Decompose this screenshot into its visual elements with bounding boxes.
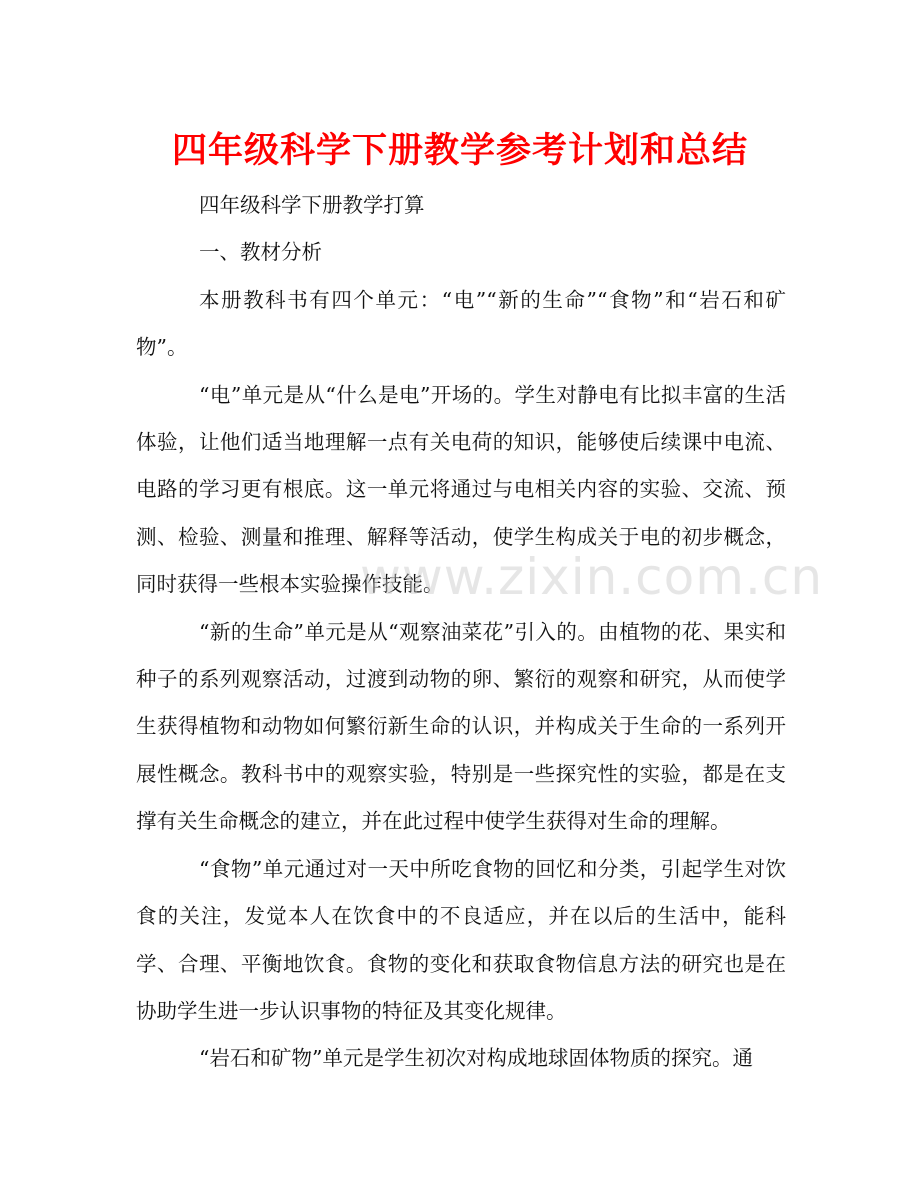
document-title: 四年级科学下册教学参考计划和总结 — [171, 131, 748, 171]
paragraph-intro: 本册教科书有四个单元：“电”“新的生命”“食物”和“岩石和矿物”。 — [136, 287, 786, 360]
watermark: www.zixin.com.cn — [360, 548, 824, 606]
paragraph-food-unit: “食物”单元通过对一天中所吃食物的回忆和分类，引起学生对饮食的关注，发觉本人在饮食中的不良适应，并在以后的生活中，能科学、合理、平衡地饮食。食物的变化和获取食物信息方法的研究也是在协助学生进一步认识事物的特征及其变化规律。 — [136, 856, 786, 1023]
paragraph-section-heading: 一、教材分析 — [199, 240, 322, 265]
paragraph-rocks-unit: “岩石和矿物”单元是学生初次对构成地球固体物质的探究。通 — [199, 1046, 753, 1071]
paragraph-new-life-unit: “新的生命”单元是从“观察油菜花”引入的。由植物的花、果实和种子的系列观察活动，过渡到动物的卵、繁衍的观察和研究，从而使学生获得植物和动物如何繁衍新生命的认识，并构成关于生命的一系列开展性概念。教科书中的观察实验，特别是一些探究性的实验，都是在支撑有关生命概念的建立，并在此过程中使学生获得对生命的理解。 — [136, 619, 786, 834]
document-body — [136, 182, 786, 1083]
paragraph-electricity-unit: “电”单元是从“什么是电”开场的。学生对静电有比拟丰富的生活体验，让他们适当地理解一点有关电荷的知识，能够使后续课中电流、电路的学习更有根底。这一单元将通过与电相关内容的实验、交流、预测、检验、测量和推理、解释等活动，使学生构成关于电的初步概念，同时获得一些根本实验操作技能。 — [136, 382, 786, 597]
paragraph-subtitle: 四年级科学下册教学打算 — [199, 193, 425, 217]
